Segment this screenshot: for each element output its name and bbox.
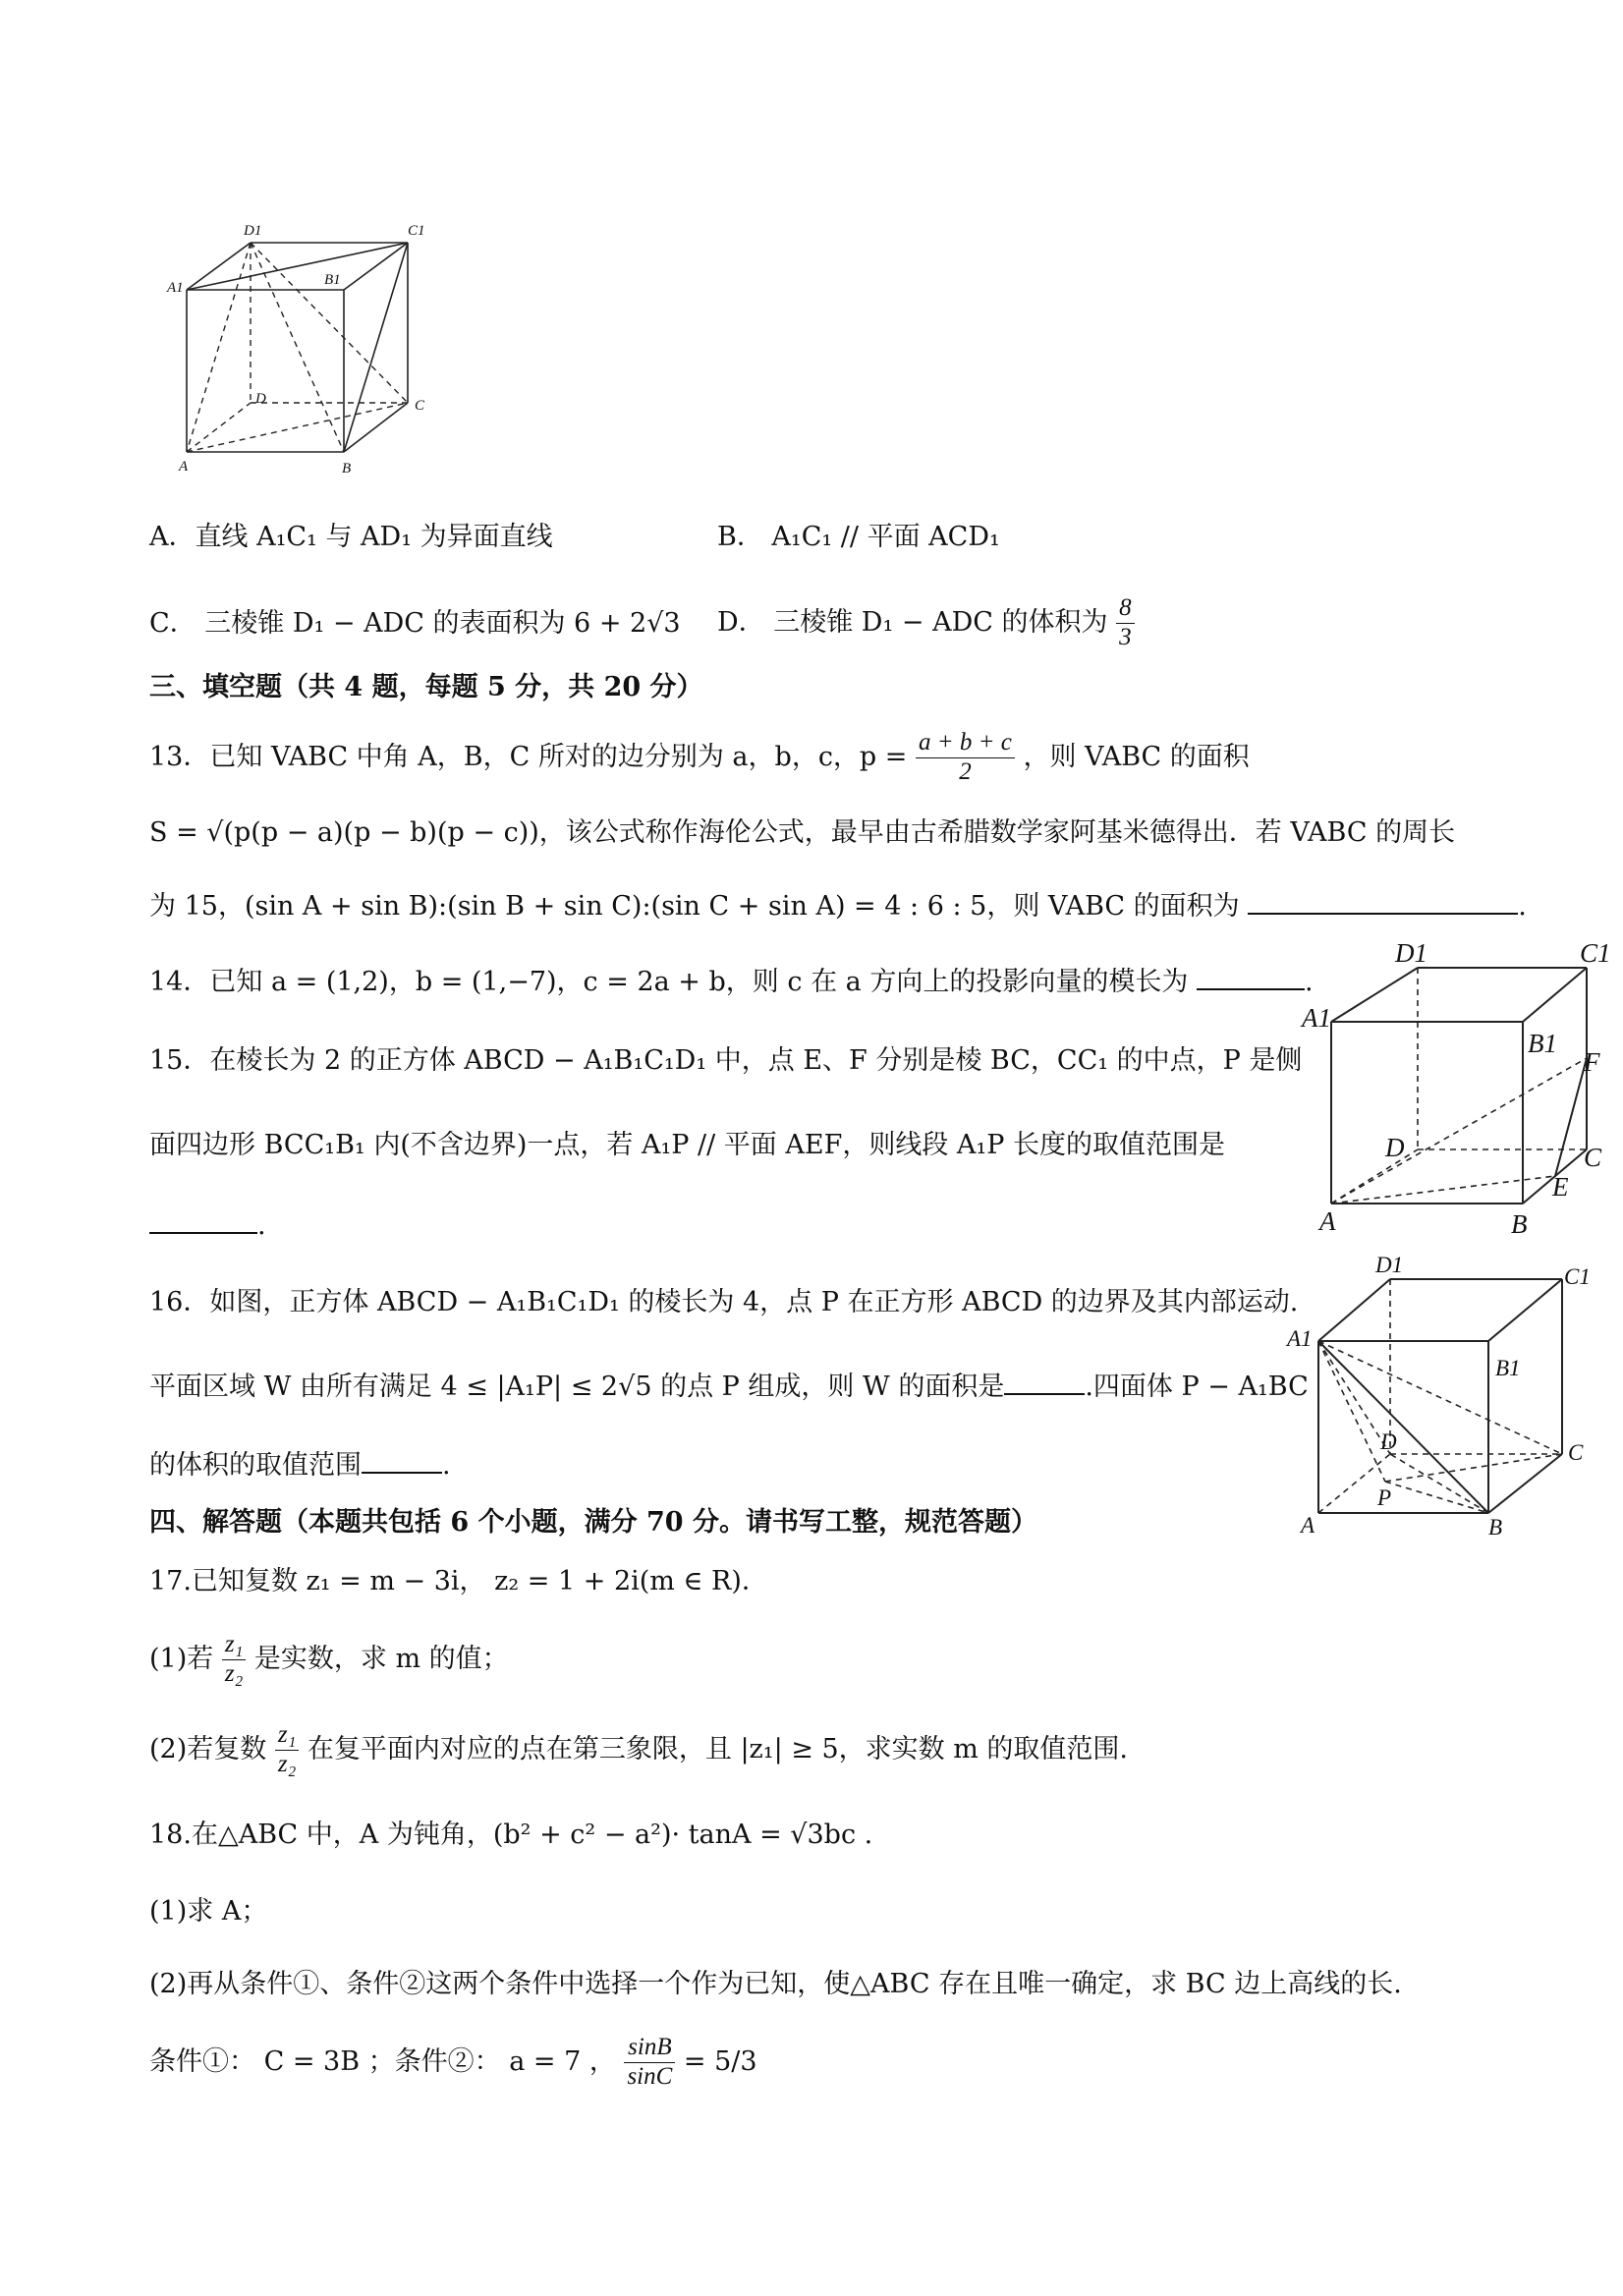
- q15-line-3: [149, 1206, 266, 1246]
- q17-part-2-a: (2)若复数: [149, 1733, 267, 1764]
- fig2-label-b1: B1: [1528, 1029, 1557, 1058]
- fig2-label-b: B: [1511, 1209, 1528, 1239]
- cube-figure-3: [1287, 1248, 1601, 1547]
- fig2-label-a1: A1: [1302, 1003, 1331, 1033]
- option-b: B． A₁C₁ // 平面 ACD₁: [717, 522, 1000, 552]
- fig1-label-c1: C1: [408, 223, 425, 239]
- q18-conditions: [149, 2034, 757, 2092]
- section-4-heading: 四、解答题（本题共包括 6 个小题，满分 70 分。请书写工整，规范答题）: [149, 1507, 1037, 1538]
- q17-part-1-b: 是实数，求 m 的值；: [253, 1643, 509, 1674]
- option-d-text: D． 三棱锥 D₁ − ADC 的体积为: [717, 606, 1108, 638]
- q16-line-3-a: 的体积的取值范围: [149, 1450, 362, 1481]
- q17-part-2-fraction: [275, 1721, 299, 1779]
- q17-part-1-numerator: z₁: [222, 1631, 246, 1660]
- q14-answer-blank[interactable]: [1197, 963, 1305, 990]
- q13-line-1: [149, 729, 1250, 787]
- q18-conditions-b: = 5/3: [683, 2045, 757, 2077]
- q17-part-2-denominator: z₂: [277, 1750, 297, 1777]
- fig3-label-d: D: [1380, 1429, 1397, 1454]
- q18-sin-numerator: sinB: [624, 2034, 675, 2063]
- option-d-denominator: 3: [1119, 623, 1132, 650]
- q13-line-2: S = √(p(p − a)(p − b)(p − c))，该公式称作海伦公式，最早由古希腊数学家阿基米德得出．若 VABC 的周长: [149, 817, 1456, 848]
- q17-part-1-fraction: [222, 1631, 246, 1689]
- q14-text: 14．已知 a = (1,2)，b = (1,−7)，c = 2a + b，则 c 在 a 方向上的投影向量的模长为: [149, 967, 1189, 997]
- cube-diagram-1: [157, 221, 452, 476]
- q17-part-2-b: 在复平面内对应的点在第三象限，且 |z₁| ≥ 5，求实数 m 的取值范围.: [307, 1733, 1128, 1764]
- cube-figure-1: [157, 221, 452, 476]
- q17-part-1: [149, 1631, 509, 1689]
- fig3-label-b: B: [1488, 1515, 1503, 1540]
- q18-part-1: (1)求 A；: [149, 1896, 268, 1927]
- q16-line-1: 16．如图，正方体 ABCD − A₁B₁C₁D₁ 的棱长为 4，点 P 在正方形 ABCD 的边界及其内部运动.: [149, 1287, 1299, 1317]
- q16-line-2-a: 平面区域 W 由所有满足 4 ≤ |A₁P| ≤ 2√5 的点 P 组成，则 W 的面积是: [149, 1372, 1005, 1402]
- q16-answer-blank-2[interactable]: [362, 1446, 442, 1474]
- fig2-label-c: C: [1584, 1143, 1602, 1172]
- fig1-label-b: B: [342, 461, 352, 476]
- q16-line-2: [149, 1368, 1309, 1407]
- q14-end: .: [1304, 967, 1314, 997]
- option-d-numerator: 8: [1116, 594, 1135, 624]
- cube-diagram-3: [1287, 1248, 1601, 1547]
- q17-part-2: [149, 1721, 1128, 1779]
- fig2-label-f: F: [1584, 1047, 1600, 1077]
- q15-line-1: 15．在棱长为 2 的正方体 ABCD − A₁B₁C₁D₁ 中，点 E、F 分别是棱 BC，CC₁ 的中点，P 是侧: [149, 1045, 1303, 1076]
- q13-line-3-text: 为 15，(sin A + sin B):(sin B + sin C):(sin C + sin A) = 4 : 6 : 5，则 VABC 的面积为: [149, 891, 1240, 922]
- option-d-fraction: [1116, 594, 1135, 652]
- fig2-label-a: A: [1319, 1206, 1336, 1236]
- option-d: [717, 594, 1135, 652]
- q18-sin-fraction: [624, 2034, 675, 2092]
- fig2-label-c1: C1: [1580, 938, 1611, 968]
- fig1-label-a: A: [179, 459, 189, 475]
- fig1-label-d1: D1: [244, 223, 262, 239]
- section-3-heading: 三、填空题（共 4 题，每题 5 分，共 20 分）: [149, 672, 703, 702]
- q13-answer-blank[interactable]: [1248, 887, 1518, 915]
- fig2-label-d: D: [1385, 1133, 1405, 1162]
- fig1-label-b1: B1: [324, 272, 341, 288]
- q13-line-1-b: ，则 VABC 的面积: [1023, 741, 1250, 772]
- cube-figure-2: [1302, 938, 1611, 1239]
- q16-line-3-b: .: [442, 1450, 451, 1481]
- q18-sin-denominator: sinC: [627, 2062, 673, 2090]
- fig1-label-d: D: [255, 391, 266, 407]
- q15-line-2: 面四边形 BCC₁B₁ 内(不含边界)一点，若 A₁P // 平面 AEF，则线段 A₁P 长度的取值范围是: [149, 1130, 1225, 1160]
- option-c: C． 三棱锥 D₁ − ADC 的表面积为 6 + 2√3: [149, 608, 681, 639]
- q16-answer-blank-1[interactable]: [1004, 1368, 1085, 1395]
- fig3-label-b1: B1: [1495, 1356, 1521, 1380]
- fig3-label-a: A: [1301, 1513, 1315, 1538]
- fig3-label-a1: A1: [1287, 1326, 1313, 1351]
- fig1-label-c: C: [415, 398, 425, 414]
- q15-answer-blank[interactable]: [149, 1206, 257, 1234]
- q17-stem: 17.已知复数 z₁ = m − 3i， z₂ = 1 + 2i(m ∈ R)．: [149, 1566, 768, 1596]
- q18-conditions-a: 条件①： C = 3B ；条件②： a = 7 ，: [149, 2045, 616, 2077]
- fig1-label-a1: A1: [167, 280, 184, 296]
- fig3-label-c: C: [1568, 1440, 1584, 1465]
- q13-p-fraction: [916, 729, 1015, 787]
- q13-p-denominator: 2: [959, 757, 972, 785]
- q14-line: [149, 963, 1314, 1002]
- q17-part-2-numerator: z₁: [275, 1721, 299, 1751]
- q16-line-2-b: .四面体 P − A₁BC: [1085, 1372, 1309, 1402]
- q17-part-1-a: (1)若: [149, 1643, 214, 1674]
- q13-line-3: [149, 887, 1527, 926]
- fig3-label-d1: D1: [1375, 1253, 1404, 1277]
- q16-line-3: [149, 1446, 451, 1485]
- q15-line-3-end: .: [257, 1210, 266, 1241]
- q13-line-3-end: .: [1518, 891, 1527, 922]
- q17-part-1-denominator: z₂: [224, 1659, 244, 1687]
- option-a: A．直线 A₁C₁ 与 AD₁ 为异面直线: [149, 522, 553, 552]
- fig2-label-d1: D1: [1395, 938, 1427, 968]
- fig2-label-e: E: [1552, 1172, 1569, 1202]
- q13-line-1-a: 13．已知 VABC 中角 A，B，C 所对的边分别为 a，b，c，p =: [149, 741, 908, 772]
- fig3-label-c1: C1: [1564, 1264, 1591, 1289]
- q13-p-numerator: a + b + c: [916, 729, 1015, 758]
- q18-part-2: (2)再从条件①、条件②这两个条件中选择一个作为已知，使△ABC 存在且唯一确定，求 BC 边上高线的长.: [149, 1969, 1402, 1999]
- cube-diagram-2: [1302, 938, 1611, 1239]
- fig3-label-p: P: [1377, 1485, 1392, 1510]
- q18-stem: 18.在△ABC 中，A 为钝角，(b² + c² − a²)· tanA = √3bc .: [149, 1820, 873, 1850]
